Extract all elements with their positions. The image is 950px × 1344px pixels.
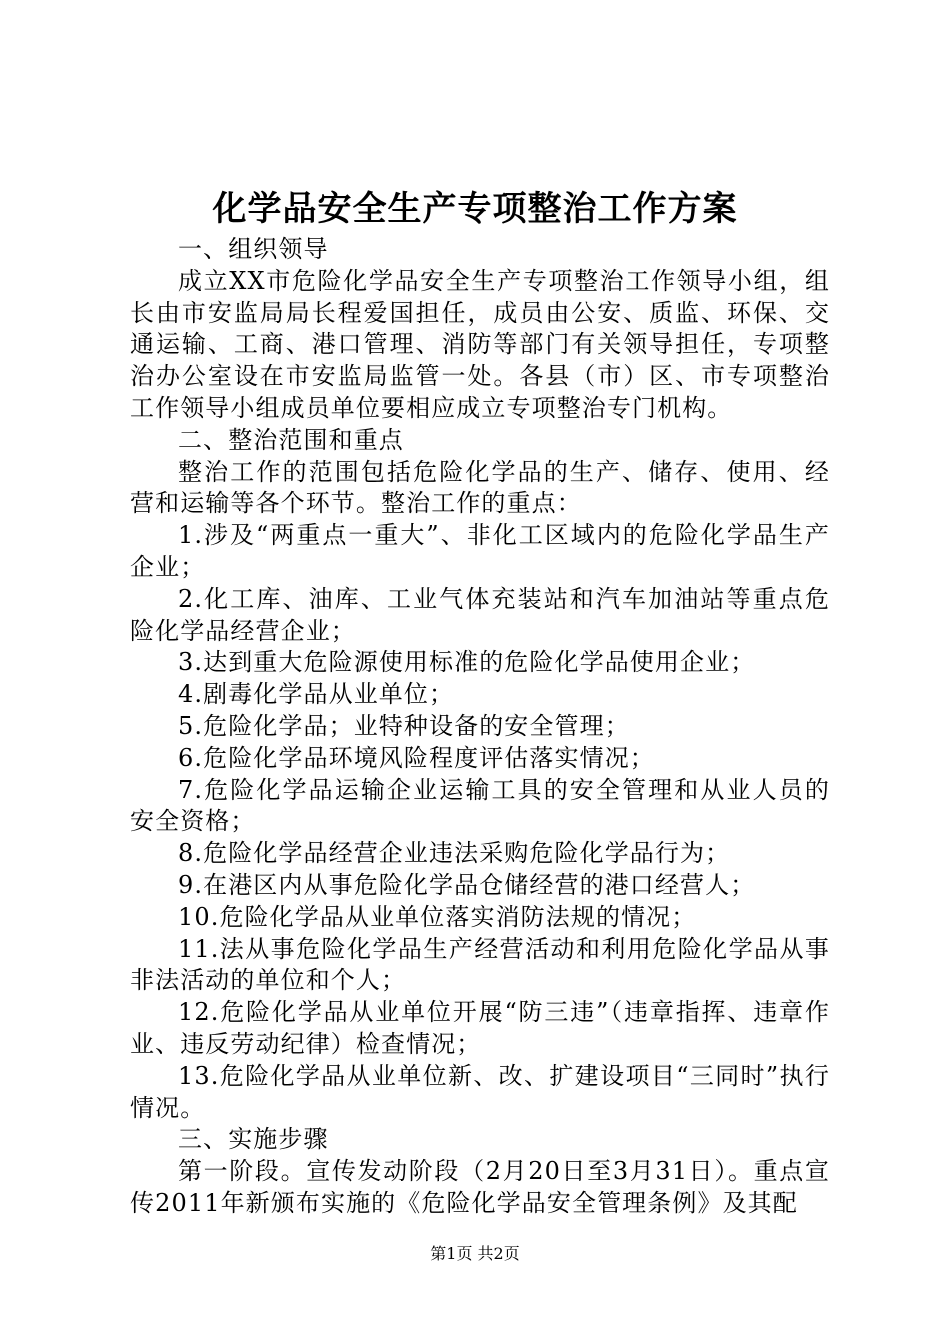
list-item: 13.危险化学品从业单位新、改、扩建设项目“三同时”执行情况。	[130, 1061, 830, 1122]
list-item: 8.危险化学品经营企业违法采购危险化学品行为；	[178, 839, 731, 868]
list-item: 9.在港区内从事危险化学品仓储经营的港口经营人；	[178, 870, 756, 899]
section-heading: 三、实施步骤	[178, 1125, 329, 1154]
list-item: 1.涉及“两重点一重大”、非化工区域内的危险化学品生产企业；	[130, 521, 830, 581]
list-item: 10.危险化学品从业单位落实消防法规的情况；	[178, 902, 697, 931]
list-item: 4.剧毒化学品从业单位；	[178, 680, 455, 709]
paragraph: 整治工作的范围包括危险化学品的生产、储存、使用、经营和运输等各个环节。整治工作的重点：	[130, 457, 830, 518]
section-heading: 一、组织领导	[178, 235, 329, 263]
list-item: 12.危险化学品从业单位开展“防三违”（违章指挥、违章作业、违反劳动纪律）检查情况；	[130, 998, 830, 1058]
list-item: 6.危险化学品环境风险程度评估落实情况；	[178, 743, 655, 772]
document-body	[130, 234, 830, 1220]
paragraph: 第一阶段。宣传发动阶段（2月20日至3月31日）。重点宣传2011年新颁布实施的《危险化学品安全管理条例》及其配	[130, 1157, 830, 1217]
list-item: 2.化工库、油库、工业气体充装站和汽车加油站等重点危险化学品经营企业；	[130, 584, 830, 645]
list-item: 7.危险化学品运输企业运输工具的安全管理和从业人员的安全资格；	[130, 775, 830, 836]
document-title: 化学品安全生产专项整治工作方案	[212, 189, 738, 229]
list-item: 3.达到重大危险源使用标准的危险化学品使用企业；	[178, 648, 756, 677]
paragraph: 成立XX市危险化学品安全生产专项整治工作领导小组，组长由市安监局局长程爱国担任，成员由公安、质监、环保、交通运输、工商、港口管理、消防等部门有关领导担任，专项整治办公室设在市安监局监管一处。各县（市）区、市专项整治工作领导小组成员单位要相应成立专项整治专门机构。	[130, 266, 830, 422]
list-item: 11.法从事危险化学品生产经营活动和利用危险化学品从事非法活动的单位和个人；	[130, 934, 830, 995]
section-heading: 二、整治范围和重点	[178, 425, 404, 454]
page-number: 第1页 共2页	[430, 1244, 520, 1263]
list-item: 5.危险化学品；业特种设备的安全管理；	[178, 711, 630, 740]
